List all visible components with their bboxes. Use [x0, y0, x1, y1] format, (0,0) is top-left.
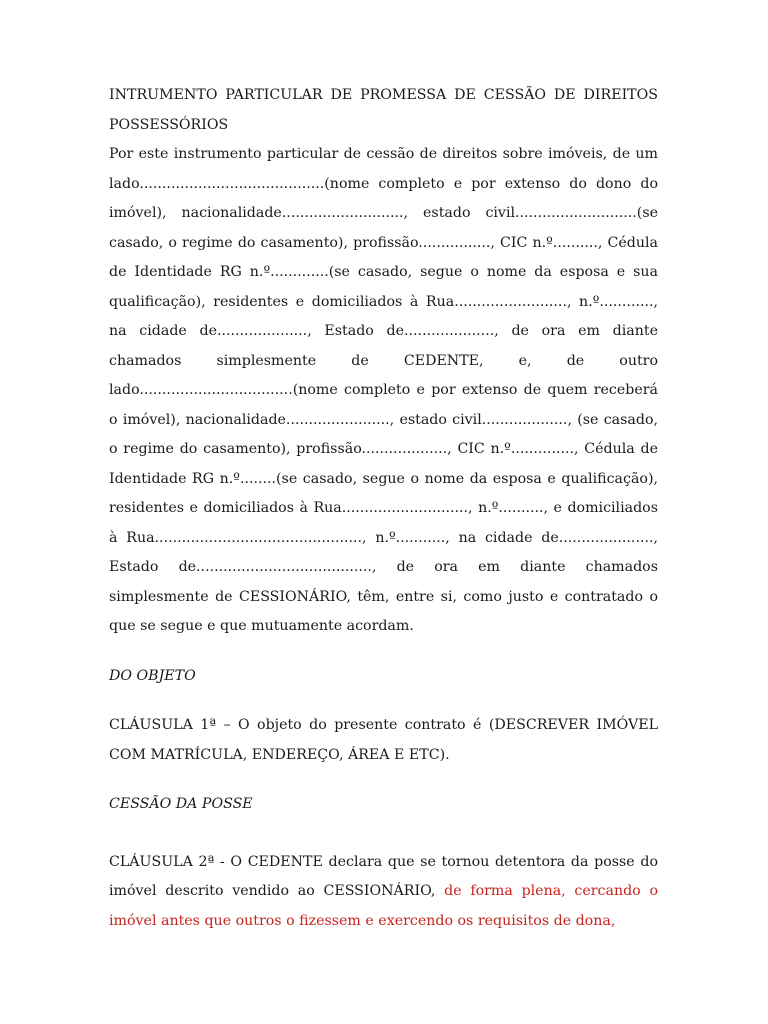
clause-1-paragraph: CLÁUSULA 1ª – O objeto do presente contrato é (DESCREVER IMÓVEL COM MATRÍCULA, ENDEREÇO, ÁREA E ETC). [109, 717, 658, 763]
clause-2-highlighted-text: de forma plena, cercando o imóvel antes que outros o fizessem e exercendo os requisitos de dona, [109, 883, 658, 929]
document-title: INTRUMENTO PARTICULAR DE PROMESSA DE CESSÃO DE DIREITOS POSSESSÓRIOS [109, 87, 658, 133]
section-heading-possession: CESSÃO DA POSSE [109, 796, 253, 812]
intro-paragraph: Por este instrumento particular de cessão de direitos sobre imóveis, de um lado.........................................(nome completo e por extenso do dono do imóvel), nacionalidade..........................., estado civil...........................(se casado, o regime do casamento), profissão................, CIC n.º.........., Cédula de Identidade RG n.º.............(se casado, segue o nome da esposa e sua qualificação), residentes e domiciliados à Rua........................., n.º............, na cidade de...................., Estado de...................., de ora em diante chamados simplesmente de CEDENTE, e, de outro lado..................................(nome completo e por extenso de quem receberá o imóvel), nacionalidade......................., estado civil..................., (se casado, o regime do casamento), profissão..................., CIC n.º.............., Cédula de Identidade RG n.º........(se casado, segue o nome da esposa e qualificação), residentes e domiciliados à Rua............................, n.º.........., e domiciliados à Rua.............................................., n.º..........., na cidade de....................., Estado de......................................., de ora em diante chamados simplesmente de CESSIONÁRIO, têm, entre si, como justo e contratado o que se segue e que mutuamente acordam. [109, 146, 658, 634]
section-heading-object: DO OBJETO [109, 667, 196, 684]
clause-2-paragraph [109, 848, 658, 937]
clause-2-text: CLÁUSULA 2ª - O CEDENTE declara que se tornou detentora da posse do imóvel descrito vendido ao CESSIONÁRIO, [109, 853, 658, 899]
